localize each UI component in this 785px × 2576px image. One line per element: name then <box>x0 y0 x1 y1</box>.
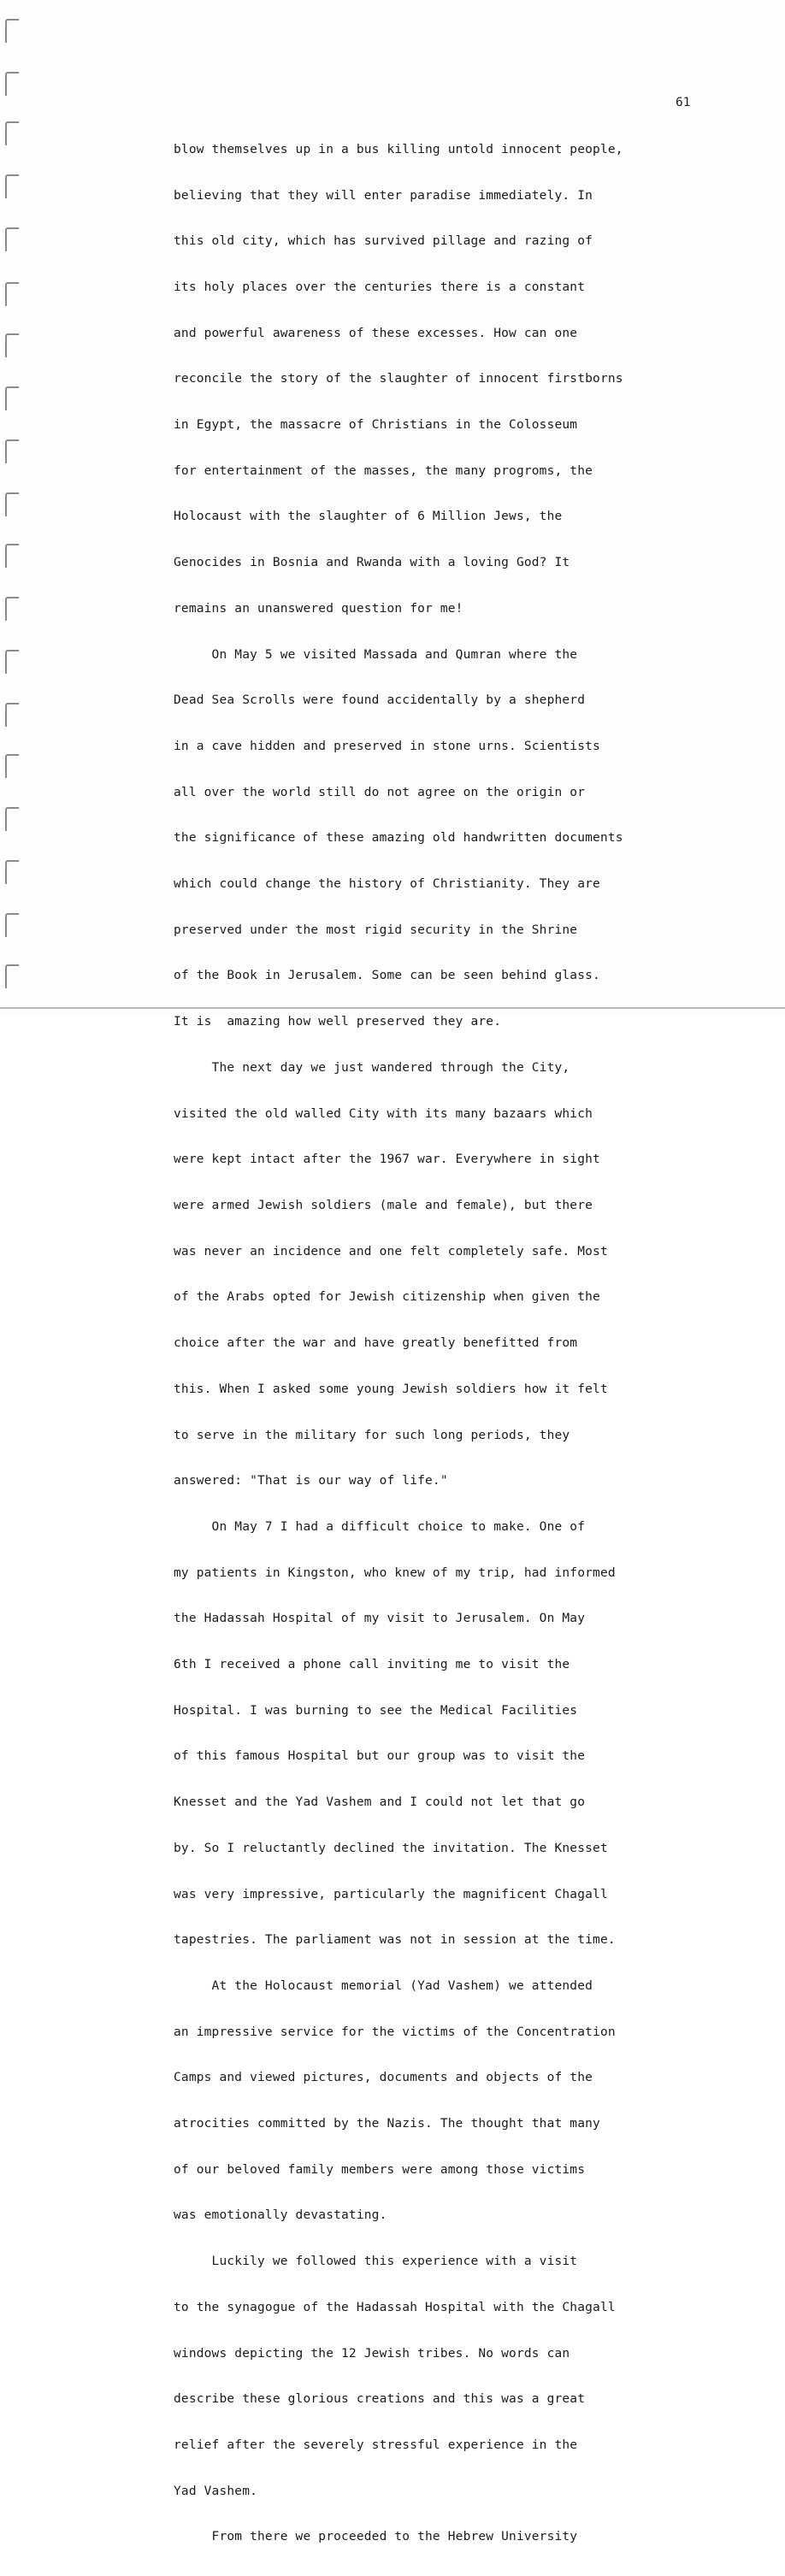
text-line: which could change the history of Christianity. They are <box>174 877 600 892</box>
text-line: 6th I received a phone call inviting me to visit the <box>174 1658 570 1672</box>
text-line: Holocaust with the slaughter of 6 Million Jews, the <box>174 510 563 524</box>
text-line: Genocides in Bosnia and Rwanda with a loving God? It <box>174 556 570 570</box>
text-line: It is amazing how well preserved they are. <box>174 1015 502 1029</box>
page-number: 61 <box>676 96 691 109</box>
binder-hole-mark <box>5 72 19 96</box>
text-line: for entertainment of the masses, the many progroms, the <box>174 463 593 478</box>
text-line: of this famous Hospital but our group was to visit the <box>174 1749 586 1764</box>
text-line: the Hadassah Hospital of my visit to Jerusalem. On May <box>174 1612 586 1626</box>
text-line: this. When I asked some young Jewish soldiers how it felt <box>174 1382 608 1396</box>
text-line: was never an incidence and one felt completely safe. Most <box>174 1244 608 1259</box>
text-line: its holy places over the centuries there is a constant <box>174 280 586 294</box>
text-line: Luckily we followed this experience with a visit <box>174 2255 578 2269</box>
text-line: answered: "That is our way of life." <box>174 1474 448 1488</box>
text-line: were kept intact after the 1967 war. Everywhere in sight <box>174 1152 600 1167</box>
text-line: Camps and viewed pictures, documents and objects of the <box>174 2071 593 2085</box>
binder-hole-mark <box>5 121 19 145</box>
binder-hole-mark <box>5 333 19 357</box>
text-line: believing that they will enter paradise immediately. In <box>174 188 593 203</box>
text-line: blow themselves up in a bus killing untold innocent people, <box>174 142 623 156</box>
text-line: Yad Vashem. <box>174 2484 258 2498</box>
binder-hole-mark <box>5 964 19 988</box>
text-line: choice after the war and have greatly benefitted from <box>174 1336 578 1351</box>
text-line: in Egypt, the massacre of Christians in the Colosseum <box>174 418 578 433</box>
text-line: From there we proceeded to the Hebrew University <box>174 2530 578 2544</box>
binder-hole-mark <box>5 860 19 884</box>
text-line: reconcile the story of the slaughter of innocent firstborns <box>174 372 623 386</box>
text-line: was very impressive, particularly the magnificent Chagall <box>174 1887 608 1901</box>
text-line: of our beloved family members were among those victims <box>174 2162 586 2177</box>
text-line: The next day we just wandered through the City, <box>174 1060 570 1075</box>
text-line: describe these glorious creations and this was a great <box>174 2392 586 2407</box>
text-line: of the Arabs opted for Jewish citizenship when given the <box>174 1290 600 1305</box>
binder-hole-mark <box>5 703 19 727</box>
binder-hole-mark <box>5 807 19 831</box>
text-line: was emotionally devastating. <box>174 2208 387 2223</box>
text-line: and powerful awareness of these excesses. How can one <box>174 326 578 340</box>
text-line: the significance of these amazing old handwritten documents <box>174 831 623 846</box>
binder-hole-mark <box>5 282 19 306</box>
text-line: this old city, which has survived pillage and razing of <box>174 234 593 249</box>
text-line: At the Holocaust memorial (Yad Vashem) we attended <box>174 1978 593 1993</box>
binder-hole-mark <box>5 227 19 251</box>
text-line: by. So I reluctantly declined the invitation. The Knesset <box>174 1841 608 1855</box>
binder-hole-mark <box>5 754 19 778</box>
body-text <box>174 112 721 2576</box>
text-line: On May 5 we visited Massada and Qumran where the <box>174 647 578 662</box>
text-line: remains an unanswered question for me! <box>174 601 463 616</box>
text-line: tapestries. The parliament was not in session at the time. <box>174 1933 616 1948</box>
binder-hole-mark <box>5 439 19 463</box>
text-line: to serve in the military for such long periods, they <box>174 1428 570 1442</box>
text-line: Knesset and the Yad Vashem and I could not let that go <box>174 1795 586 1810</box>
text-line: preserved under the most rigid security in the Shrine <box>174 923 578 937</box>
page-bottom-edge <box>0 1007 785 1009</box>
text-line: visited the old walled City with its many bazaars which <box>174 1106 593 1121</box>
binder-hole-mark <box>5 913 19 937</box>
text-line: relief after the severely stressful experience in the <box>174 2437 578 2452</box>
text-line: Dead Sea Scrolls were found accidentally by a shepherd <box>174 693 586 708</box>
text-line: were armed Jewish soldiers (male and female), but there <box>174 1198 593 1212</box>
binder-hole-mark <box>5 19 19 43</box>
text-line: Hospital. I was burning to see the Medical Facilities <box>174 1703 578 1718</box>
text-line: to the synagogue of the Hadassah Hospital with the Chagall <box>174 2300 616 2314</box>
text-line: in a cave hidden and preserved in stone urns. Scientists <box>174 739 600 753</box>
text-line: atrocities committed by the Nazis. The thought that many <box>174 2117 600 2131</box>
binder-hole-mark <box>5 650 19 674</box>
binder-hole-mark <box>5 174 19 198</box>
binder-hole-mark <box>5 492 19 516</box>
text-line: of the Book in Jerusalem. Some can be seen behind glass. <box>174 969 600 983</box>
binder-hole-mark <box>5 544 19 568</box>
text-line: an impressive service for the victims of the Concentration <box>174 2025 616 2039</box>
binder-hole-mark <box>5 386 19 410</box>
text-line: my patients in Kingston, who knew of my trip, had informed <box>174 1565 616 1580</box>
text-line: windows depicting the 12 Jewish tribes. No words can <box>174 2346 570 2361</box>
binder-hole-mark <box>5 597 19 621</box>
text-line: On May 7 I had a difficult choice to make. One of <box>174 1519 586 1534</box>
binder-holes <box>0 0 26 1016</box>
text-line: all over the world still do not agree on the origin or <box>174 785 586 799</box>
